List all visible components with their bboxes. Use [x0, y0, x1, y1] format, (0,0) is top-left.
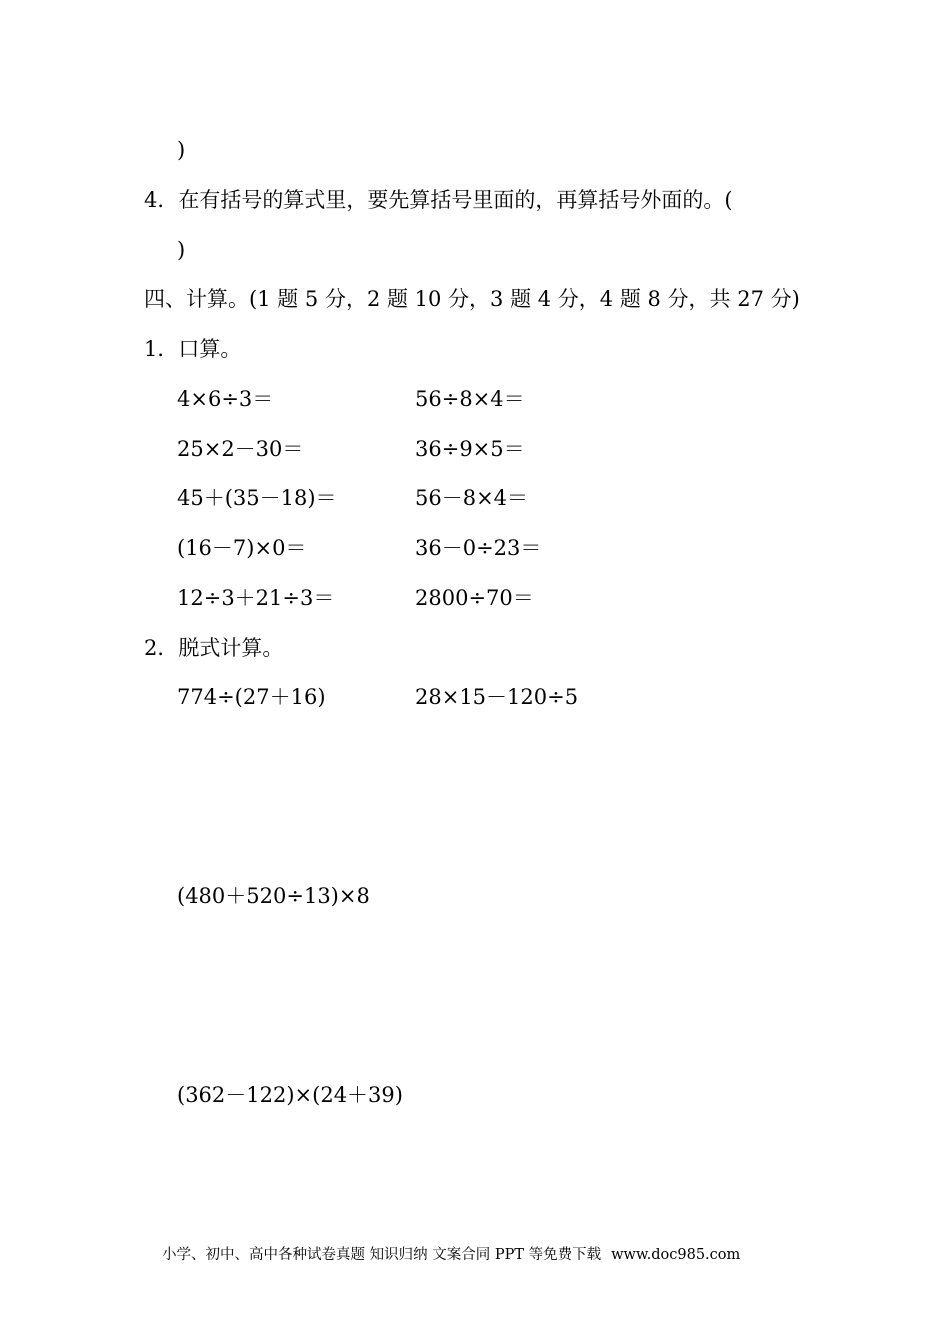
mental-math-left-1: 4×6÷3＝	[177, 387, 274, 411]
question-4-number: 4．	[144, 188, 179, 212]
question-3-answer-paren: )	[177, 138, 186, 162]
mental-math-right-4: 36－0÷23＝	[415, 536, 542, 560]
part-1-number: 1．	[144, 337, 179, 361]
mental-math-right-2: 36÷9×5＝	[415, 437, 525, 461]
mental-math-left-4: (16－7)×0＝	[177, 536, 307, 560]
stepwise-expr-2: 28×15－120÷5	[415, 685, 579, 709]
footer-text: 小学、初中、高中各种试卷真题 知识归纳 文案合同 PPT 等免费下载	[162, 1247, 602, 1263]
mental-math-right-3: 56－8×4＝	[415, 486, 529, 510]
part-2-number: 2．	[144, 636, 179, 660]
part-1-title	[144, 339, 241, 360]
stepwise-expr-4: (362－122)×(24＋39)	[177, 1083, 403, 1107]
question-4	[144, 190, 733, 211]
stepwise-expr-3: (480＋520÷13)×8	[177, 884, 370, 908]
section-4-heading: 四、计算。(1 题 5 分，2 题 10 分，3 题 4 分，4 题 8 分，共 27 分)	[144, 287, 800, 311]
page-footer	[162, 1248, 750, 1263]
mental-math-left-2: 25×2－30＝	[177, 437, 304, 461]
part-1-label: 口算。	[178, 337, 242, 361]
mental-math-right-1: 56÷8×4＝	[415, 387, 525, 411]
question-4-answer-paren: )	[177, 238, 186, 262]
mental-math-left-3: 45＋(35－18)＝	[177, 486, 337, 510]
stepwise-expr-1: 774÷(27＋16)	[177, 685, 326, 709]
mental-math-right-5: 2800÷70＝	[415, 586, 534, 610]
part-2-title	[144, 638, 283, 659]
question-4-text: 在有括号的算式里，要先算括号里面的，再算括号外面的。(	[178, 188, 733, 212]
footer-site-link[interactable]: www.doc985.com	[611, 1247, 741, 1263]
part-2-label: 脱式计算。	[178, 636, 284, 660]
mental-math-left-5: 12÷3＋21÷3＝	[177, 586, 335, 610]
